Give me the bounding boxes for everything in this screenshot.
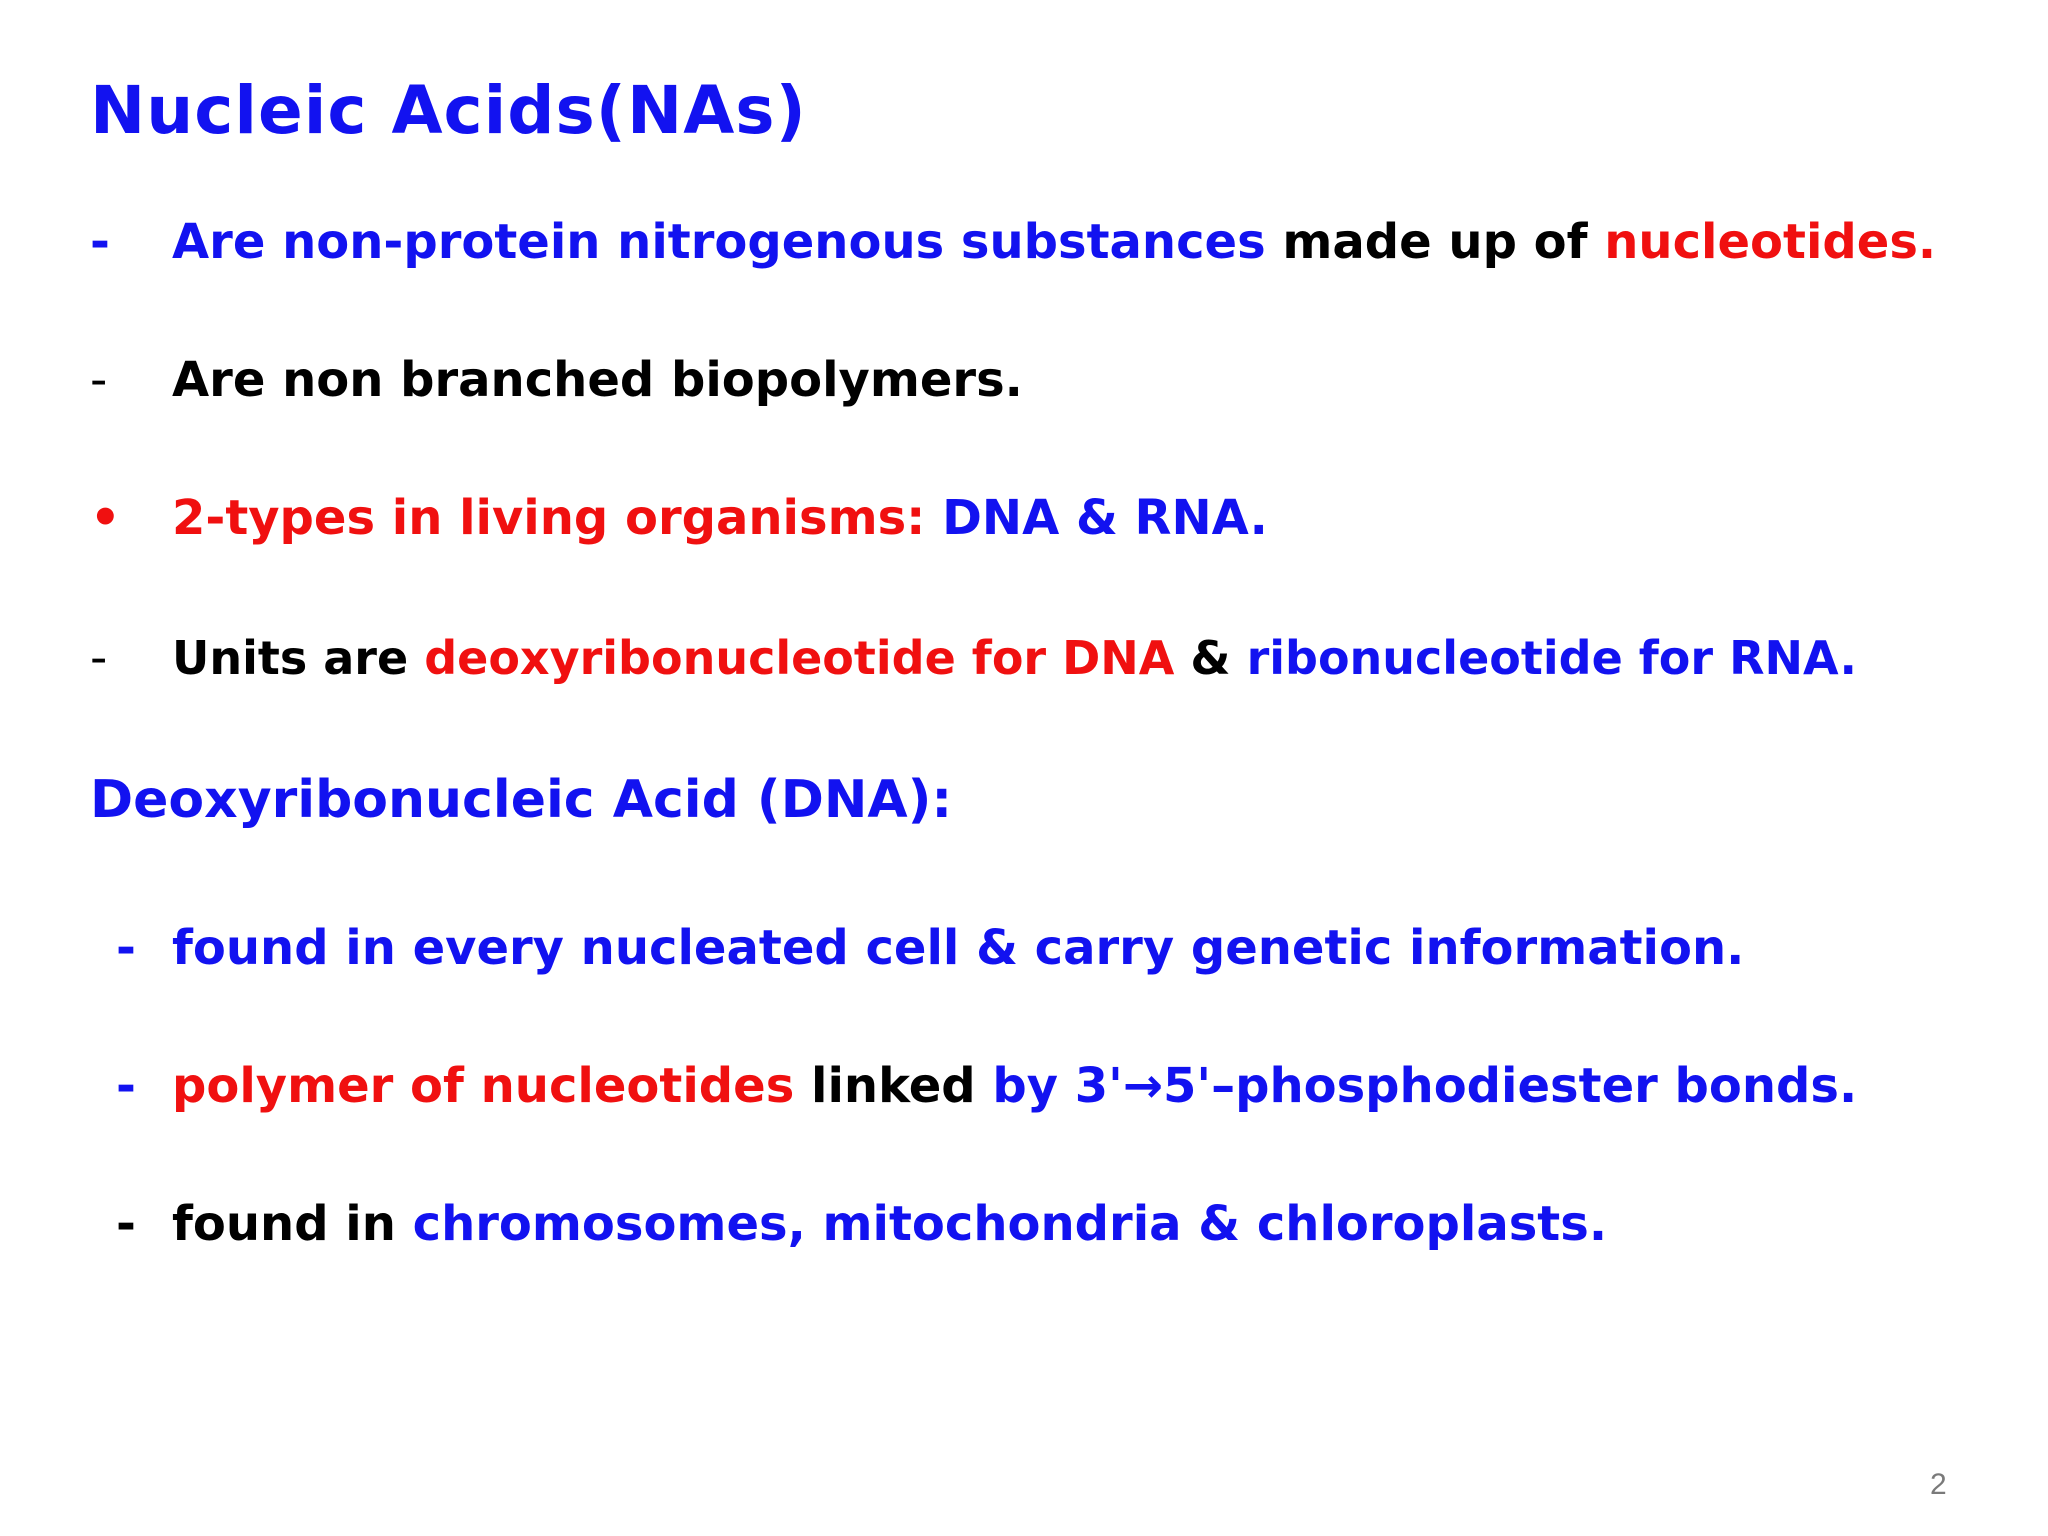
dna-point-1-segment-1: found in every nucleated cell & carry genetic information.: [172, 920, 1745, 976]
bullet-marker-2: -: [90, 352, 108, 408]
dna-point-2-segment-3: by 3'→5'–phosphodiester bonds.: [992, 1058, 1858, 1114]
bullet-line-2: [172, 350, 1023, 410]
dna-point-2-segment-1: polymer of nucleotides: [172, 1058, 811, 1114]
bullet-4-segment-1: Units are: [172, 631, 425, 685]
dna-heading: Deoxyribonucleic Acid (DNA):: [90, 770, 953, 830]
dna-point-marker-3: -: [116, 1196, 136, 1252]
bullet-3-segment-2: DNA & RNA.: [942, 490, 1268, 546]
bullet-marker-3: •: [90, 490, 121, 546]
bullet-1-segment-1: Are non-protein nitrogenous substances: [172, 214, 1283, 270]
bullet-1-segment-2: made up of: [1282, 214, 1605, 270]
bullet-4-segment-2: deoxyribonucleotide for DNA: [424, 631, 1191, 685]
bullet-marker-1: -: [90, 214, 110, 270]
dna-point-3-segment-1: found in: [172, 1196, 413, 1252]
dna-point-2-segment-2: linked: [810, 1058, 993, 1114]
bullet-line-1: [172, 212, 1936, 272]
bullet-line-3: [172, 488, 1268, 548]
bullet-3-segment-1: 2-types in living organisms:: [172, 490, 943, 546]
page-number: 2: [1930, 1468, 1947, 1501]
bullet-1-segment-3: nucleotides.: [1604, 214, 1937, 270]
bullet-marker-4: -: [90, 630, 108, 686]
bullet-2-segment-1: Are non branched biopolymers.: [172, 352, 1023, 408]
bullet-line-4: [172, 628, 1857, 688]
dna-point-3: [172, 1194, 1607, 1254]
dna-point-marker-1: -: [116, 920, 136, 976]
slide-title: Nucleic Acids(NAs): [90, 72, 807, 149]
dna-point-3-segment-2: chromosomes, mitochondria & chloroplasts.: [412, 1196, 1608, 1252]
bullet-4-segment-4: ribonucleotide for RNA.: [1246, 631, 1857, 685]
dna-point-marker-2: -: [116, 1058, 136, 1114]
bullet-4-segment-3: &: [1190, 631, 1247, 685]
dna-point-1: [172, 918, 1744, 978]
dna-point-2: [172, 1056, 1857, 1116]
